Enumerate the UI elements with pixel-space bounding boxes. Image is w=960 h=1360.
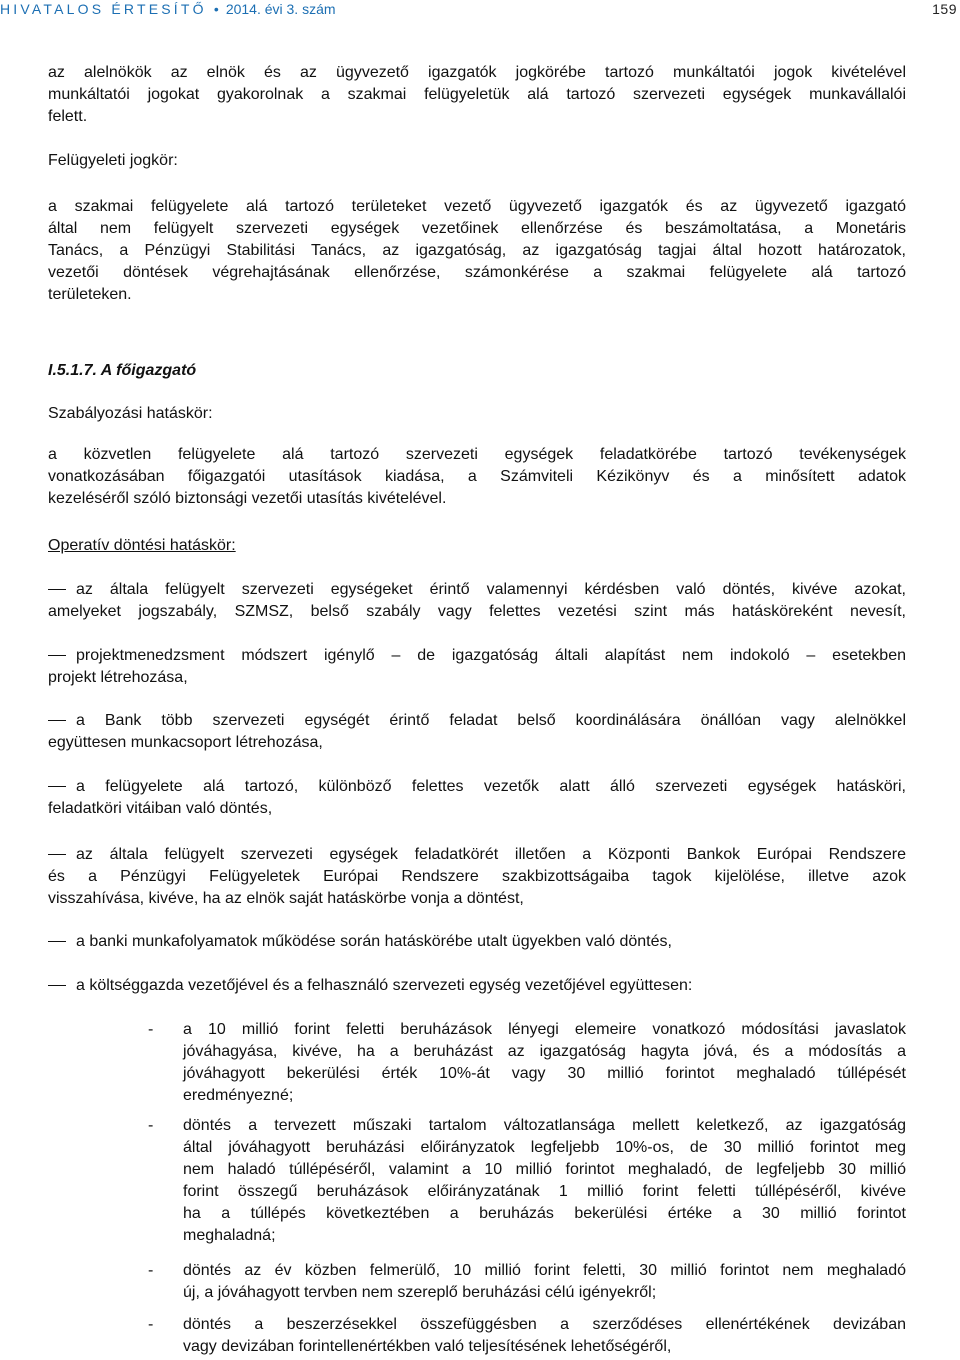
text-line: vezetői döntések végrehajtásának ellenőrzése, számonkérése a szakmai felügyelete alá tartozó [48,264,906,281]
text-line: döntés a tervezett műszaki tartalom változatlansága mellett keletkező, az igazgatóság [183,1117,906,1134]
text-line: területeken. [48,286,132,303]
running-header [0,0,960,22]
dash-bullet [48,720,66,721]
text-line: az általa felügyelt szervezeti egységek feladatkörét illetően a Központi Bankok Európai Rendszere [48,844,906,866]
text-line: az alelnökök az elnök és az ügyvezető igazgatók jogkörébe tartozó munkáltatói jogok kivételével [48,64,906,81]
text-line: feladatköri vitáiban való döntés, [48,800,273,817]
szabalyozasi-paragraph [48,444,906,510]
text-line: a banki munkafolyamatok működése során hatáskörébe utalt ügyekben való döntés, [48,931,906,953]
list-item [48,844,906,910]
list-item [48,645,906,689]
text-line: által jóváhagyott beruházási előirányzatok legfeljebb 10%-os, de 30 millió forintot meg [183,1139,906,1156]
text-line: jóváhagyása, kivéve, ha a beruházást az igazgatóság hagyta jóvá, és a módosítás a [183,1043,906,1060]
dash-bullet [48,854,66,855]
issue-label: 2014. évi 3. szám [225,1,336,17]
dash-bullet [48,941,66,942]
text-line: Tanács, a Pénzügyi Stabilitási Tanács, az igazgatóság, az igazgatóság tagjai által hozott határozatok, [48,242,906,259]
text-line: döntés az év közben felmerülő, 10 millió forint feletti, 30 millió forintot nem meghaladó [183,1262,906,1279]
hyphen-bullet: - [148,1316,154,1333]
text-line: az általa felügyelt szervezeti egységeket érintő valamennyi kérdésben való döntés, kivéve azokat, [48,579,906,601]
text-line: projekt létrehozása, [48,669,188,686]
list-item [48,975,906,997]
text-line: munkáltatói jogokat gyakorolnak a szakmai felügyeletük alá tartozó szervezeti egységek munkavállalói [48,86,906,103]
list-item [48,931,906,953]
page-number: 159 [932,1,957,17]
list-item [48,776,906,820]
text-line: vagy devizában forintellenértékben való teljesítésének lehetőségéről, [183,1338,672,1355]
list-item [48,579,906,623]
hyphen-bullet: - [148,1262,154,1279]
text-line: új, a jóváhagyott tervben nem szereplő beruházási célú igényekről; [183,1284,657,1301]
list-item [48,710,906,754]
text-line: kezeléséről szóló biztonsági vezetői utasítás kivételével. [48,490,447,507]
szabalyozasi-label: Szabályozási hatáskör: [48,405,213,422]
text-line: visszahívása, kivéve, ha az elnök saját hatáskörbe vonja a döntést, [48,890,524,907]
operativ-label: Operatív döntési hatáskör: [48,537,236,554]
text-line: a szakmai felügyelete alá tartozó területeket vezető ügyvezető igazgatók és az ügyvezető igazgató [48,198,906,215]
text-line: a 10 millió forint feletti beruházások lényegi elemeire vonatkozó módosítási javaslatok [183,1021,906,1038]
text-line: amelyeket jogszabály, SZMSZ, belső szabály vagy felettes vezetési szint más hatásköreként nevesít, [48,603,906,620]
text-line: ha a túllépés következtében a beruházás bekerülési értéke a 30 millió forintot [183,1205,906,1222]
text-line: a közvetlen felügyelete alá tartozó szervezeti egységek feladatkörébe tartozó tevékenységek [48,446,906,463]
felugyeleti-paragraph [48,196,906,306]
text-line: jóváhagyott bekerülési érték 10%-át vagy 30 millió forintot meghaladó túllépését [183,1065,906,1082]
text-line: a felügyelete alá tartozó, különböző felettes vezetők alatt álló szervezeti egységek hatásköri, [48,776,906,798]
text-line: által nem felügyelt szervezeti egységek vezetőinek ellenőrzése és beszámoltatása, a Monetáris [48,220,906,237]
journal-title: HIVATALOS ÉRTESÍTŐ • 2014. évi 3. szám [0,1,336,17]
intro-paragraph [48,62,906,128]
dash-bullet [48,985,66,986]
dash-bullet [48,786,66,787]
text-line: és a Pénzügyi Felügyeletek Európai Rendszere szakbizottságaiba tagok kijelölése, illetve azok [48,868,906,885]
text-line: a Bank több szervezeti egységét érintő feladat belső koordinálására önállóan vagy alelnökkel [48,710,906,732]
text-line: együttesen munkacsoport létrehozása, [48,734,323,751]
dash-bullet [48,589,66,590]
hyphen-bullet: - [148,1021,154,1038]
text-line: nem haladó túllépéséről, valamint a 10 millió forintot meghaladó, de legfeljebb 30 millió [183,1161,906,1178]
felugyeleti-label: Felügyeleti jogkör: [48,152,178,169]
section-heading: I.5.1.7. A főigazgató [48,362,197,379]
hyphen-bullet: - [148,1117,154,1134]
header-bullet: • [213,1,219,17]
text-line: forint összegű beruházások előirányzatának 1 millió forint feletti túllépéséről, kivéve [183,1183,906,1200]
dash-bullet [48,655,66,656]
text-line: vonatkozásában főigazgatói utasítások kiadása, a Számviteli Kézikönyv és a minősített adatok [48,468,906,485]
text-line: döntés a beszerzésekkel összefüggésben a szerződéses ellenértékének devizában [183,1316,906,1333]
text-line: eredményezné; [183,1087,294,1104]
text-line: felett. [48,108,88,125]
text-line: projektmenedzsment módszert igénylő – de igazgatóság általi alapítást nem indokoló – esetekben [48,645,906,667]
text-line: a költséggazda vezetőjével és a felhasználó szervezeti egység vezetőjével együttesen: [48,975,906,997]
text-line: meghaladná; [183,1227,276,1244]
